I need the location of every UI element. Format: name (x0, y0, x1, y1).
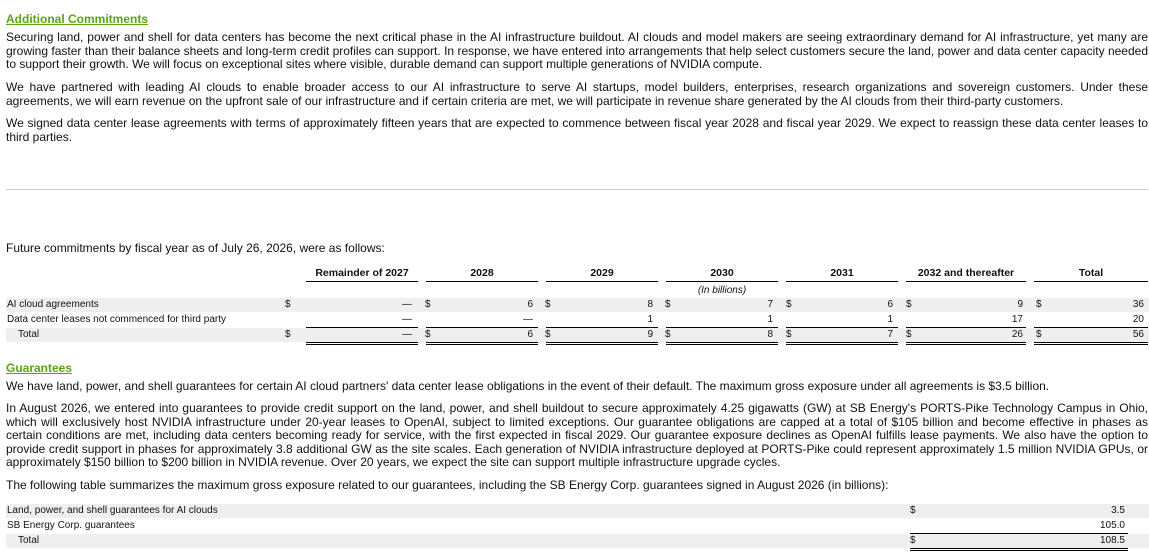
section-heading-guarantees: Guarantees (6, 361, 73, 375)
currency-symbol: $ (285, 329, 291, 340)
currency-symbol: $ (425, 329, 431, 340)
total-rule (910, 548, 1128, 551)
currency-symbol: $ (665, 329, 671, 340)
currency-symbol: $ (285, 299, 291, 310)
row-label-total: Total (18, 329, 40, 340)
column-header: 2030 (666, 267, 778, 282)
column-header: 2032 and thereafter (906, 267, 1026, 282)
table-cell: 56 (1132, 329, 1144, 340)
unit-note: (In billions) (697, 285, 747, 296)
table-row (6, 534, 1149, 548)
currency-symbol: $ (786, 329, 792, 340)
table-cell: 9 (1017, 299, 1023, 310)
currency-symbol: $ (545, 299, 551, 310)
table-cell: 26 (1011, 329, 1023, 340)
total-rule (906, 342, 1026, 345)
total-rule (666, 342, 778, 345)
table-lead-text: Future commitments by fiscal year as of July 26, 2026, were as follows: (6, 241, 385, 255)
table-cell: 1 (887, 314, 893, 325)
total-rule (306, 342, 418, 345)
table-cell: 105.0 (1099, 520, 1125, 531)
table-cell: — (402, 314, 412, 325)
table-cell: 9 (647, 329, 653, 340)
currency-symbol: $ (910, 535, 916, 546)
table-cell: 20 (1132, 314, 1144, 325)
column-header: 2031 (786, 267, 898, 282)
currency-symbol: $ (906, 329, 912, 340)
total-rule (426, 342, 538, 345)
table-cell: 1 (647, 314, 653, 325)
table-cell: 36 (1132, 299, 1144, 310)
table-cell: — (523, 314, 533, 325)
currency-symbol: $ (665, 299, 671, 310)
total-rule (786, 342, 898, 345)
row-label: AI cloud agreements (7, 299, 99, 310)
table-cell: 1 (767, 314, 773, 325)
section-divider (6, 189, 1148, 190)
column-header: Total (1034, 267, 1148, 282)
paragraph: We signed data center lease agreements with terms of approximately fifteen years that are expected to commence between fiscal year 2028 and fiscal year 2029. We expect to reassign these data center leases to third parties. (6, 116, 1148, 144)
row-label: Data center leases not commenced for third party (7, 314, 226, 325)
paragraph: We have land, power, and shell guarantees for certain AI cloud partners' data center lease obligations in the event of their default. The maximum gross exposure under all agreements is $3.5 billion. (6, 379, 1050, 393)
table-cell: 8 (767, 329, 773, 340)
column-header: 2028 (426, 267, 538, 282)
currency-symbol: $ (906, 299, 912, 310)
paragraph: Securing land, power and shell for data centers has become the next critical phase in the AI infrastructure buildout. AI clouds and model makers are seeing extraordinary demand for AI infrastructure, yet many are growing faster than their balance sheets and long-term credit profiles can support. In response, we have entered into arrangements that help select customers secure the land, power and data center capacity needed to support their growth. We will focus on exceptional sites where visible, durable demand can support multiple generations of NVIDIA compute. (6, 30, 1148, 72)
table-cell: 108.5 (1099, 535, 1125, 546)
currency-symbol: $ (1036, 299, 1042, 310)
table-cell: 17 (1011, 314, 1023, 325)
table-cell: 8 (647, 299, 653, 310)
table-cell: — (402, 329, 412, 340)
table-cell: 7 (767, 299, 773, 310)
section-heading-additional-commitments: Additional Commitments (6, 12, 149, 26)
table-row (6, 519, 1149, 533)
currency-symbol: $ (1036, 329, 1042, 340)
table-cell: 6 (527, 329, 533, 340)
currency-symbol: $ (786, 299, 792, 310)
column-header: 2029 (546, 267, 658, 282)
currency-symbol: $ (425, 299, 431, 310)
table-cell: 6 (527, 299, 533, 310)
table-cell: 3.5 (1111, 505, 1125, 516)
row-label: SB Energy Corp. guarantees (7, 520, 135, 531)
table-cell: — (402, 299, 412, 310)
column-header: Remainder of 2027 (306, 267, 418, 282)
paragraph: In August 2026, we entered into guarantees to provide credit support on the land, power, and shell buildout to secure approximately 4.25 gigawatts (GW) at SB Energy's PORTS-Pike Technology Campus in Ohio, which will exclusively host NVIDIA infrastructure under 20-year leases to OpenAI, subject to limited exceptions. Our guarantee obligations are capped at a total of $105 billion and become effective in phases as certain conditions are met, including data centers becoming ready for service, with the first expected in fiscal 2029. Our guarantee exposure declines as OpenAI fulfills lease payments. We also have the option to provide credit support in phases for approximately 3.8 additional GW as the site scales. Each generation of NVIDIA infrastructure deployed at PORTS-Pike could represent approximately 1.5 million NVIDIA GPUs, or approximately $150 billion to $200 billion in NVIDIA revenue. Over 20 years, we expect the site can support multiple infrastructure upgrade cycles. (6, 401, 1148, 470)
currency-symbol: $ (545, 329, 551, 340)
table-cell: 6 (887, 299, 893, 310)
total-rule (1034, 342, 1148, 345)
row-label: Land, power, and shell guarantees for AI clouds (7, 505, 218, 516)
table-cell: 7 (887, 329, 893, 340)
row-label-total: Total (18, 535, 40, 546)
paragraph: The following table summarizes the maximum gross exposure related to our guarantees, including the SB Energy Corp. guarantees signed in August 2026 (in billions): (6, 478, 889, 492)
paragraph: We have partnered with leading AI clouds to enable broader access to our AI infrastructure to serve AI startups, model builders, enterprises, research organizations and sovereign customers. Under these agreements, we will earn revenue on the upfront sale of our infrastructure and if certain criteria are met, we will participate in revenue share generated by the AI clouds from their third-party customers. (6, 80, 1148, 108)
currency-symbol: $ (910, 505, 916, 516)
total-rule (546, 342, 658, 345)
